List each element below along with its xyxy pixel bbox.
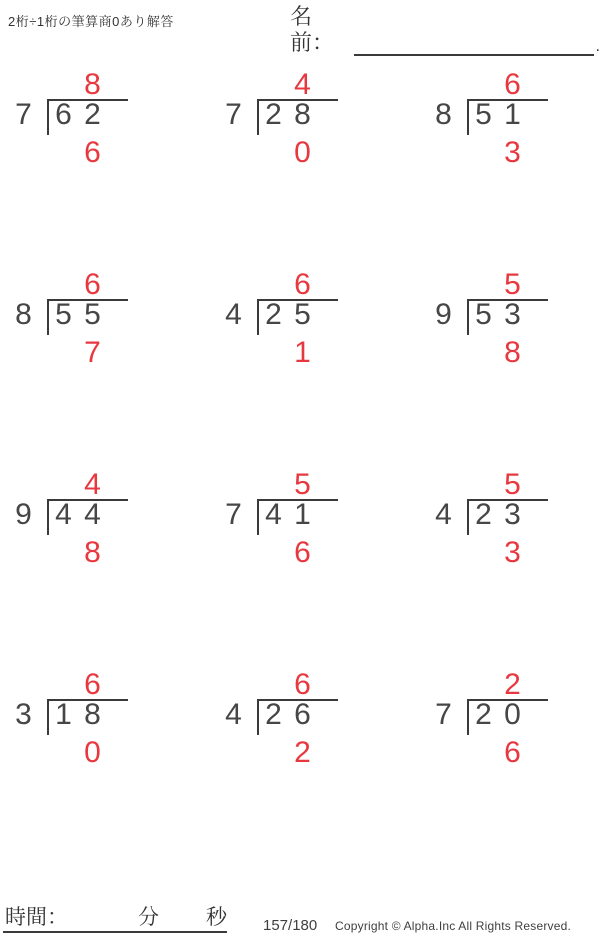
division-problem xyxy=(430,470,600,567)
problems-grid xyxy=(10,70,600,767)
dividend-tens-digit: 5 xyxy=(475,98,492,131)
division-bracket xyxy=(47,499,128,535)
division-problem xyxy=(10,470,200,567)
dividend-ones-digit: 1 xyxy=(504,98,521,131)
name-blank-line xyxy=(354,30,594,56)
dividend-tens-digit: 2 xyxy=(475,498,492,531)
remainder-digit: 2 xyxy=(294,736,311,769)
division-bracket xyxy=(257,699,338,735)
quotient-digit: 6 xyxy=(504,68,521,101)
dividend-tens-digit: 2 xyxy=(265,298,282,331)
quotient-digit: 8 xyxy=(84,68,101,101)
remainder-digit: 6 xyxy=(84,136,101,169)
division-bracket xyxy=(467,699,548,735)
remainder-digit: 3 xyxy=(504,536,521,569)
divisor-digit: 8 xyxy=(435,98,452,131)
division-problem xyxy=(220,670,410,767)
divisor-digit: 9 xyxy=(15,498,32,531)
seconds-label: 秒 xyxy=(206,906,227,929)
time-label: 時間： xyxy=(5,906,68,929)
division-problem xyxy=(220,470,410,567)
quotient-digit: 6 xyxy=(294,668,311,701)
remainder-digit: 7 xyxy=(84,336,101,369)
dividend-ones-digit: 5 xyxy=(294,298,311,331)
dividend-ones-digit: 3 xyxy=(504,298,521,331)
name-row xyxy=(290,4,600,56)
dividend-ones-digit: 5 xyxy=(84,298,101,331)
dividend-ones-digit: 8 xyxy=(84,698,101,731)
divisor-digit: 7 xyxy=(435,698,452,731)
division-problem xyxy=(10,70,200,167)
divisor-digit: 9 xyxy=(435,298,452,331)
dividend-ones-digit: 2 xyxy=(84,98,101,131)
division-bracket xyxy=(257,499,338,535)
quotient-digit: 6 xyxy=(294,268,311,301)
quotient-digit: 2 xyxy=(504,668,521,701)
division-bracket xyxy=(467,499,548,535)
division-problem xyxy=(220,70,410,167)
dividend-tens-digit: 5 xyxy=(55,298,72,331)
division-bracket xyxy=(467,299,548,335)
remainder-digit: 8 xyxy=(504,336,521,369)
dividend-tens-digit: 6 xyxy=(55,98,72,131)
dividend-ones-digit: 3 xyxy=(504,498,521,531)
division-problem xyxy=(430,270,600,367)
division-bracket xyxy=(257,99,338,135)
divisor-digit: 7 xyxy=(15,98,32,131)
division-bracket xyxy=(257,299,338,335)
dividend-tens-digit: 2 xyxy=(475,698,492,731)
name-label: 名前： xyxy=(290,4,335,55)
quotient-digit: 5 xyxy=(504,268,521,301)
dividend-tens-digit: 1 xyxy=(55,698,72,731)
division-bracket xyxy=(47,299,128,335)
dividend-ones-digit: 4 xyxy=(84,498,101,531)
time-row xyxy=(3,905,227,933)
division-bracket xyxy=(47,699,128,735)
division-problem xyxy=(10,270,200,367)
divisor-digit: 4 xyxy=(225,298,242,331)
quotient-digit: 6 xyxy=(84,668,101,701)
divisor-digit: 8 xyxy=(15,298,32,331)
remainder-digit: 3 xyxy=(504,136,521,169)
divisor-digit: 7 xyxy=(225,98,242,131)
dividend-ones-digit: 6 xyxy=(294,698,311,731)
dividend-tens-digit: 5 xyxy=(475,298,492,331)
remainder-digit: 1 xyxy=(294,336,311,369)
divisor-digit: 3 xyxy=(15,698,32,731)
divisor-digit: 4 xyxy=(225,698,242,731)
dividend-tens-digit: 4 xyxy=(265,498,282,531)
quotient-digit: 4 xyxy=(84,468,101,501)
copyright-text: Copyright © Alpha.Inc All Rights Reserved. xyxy=(335,919,572,933)
dividend-tens-digit: 2 xyxy=(265,98,282,131)
page-indicator: 157/180 xyxy=(263,917,318,934)
division-problem xyxy=(430,70,600,167)
worksheet-title: 2桁÷1桁の筆算商0あり解答 xyxy=(8,14,174,29)
divisor-digit: 4 xyxy=(435,498,452,531)
division-bracket xyxy=(467,99,548,135)
remainder-digit: 6 xyxy=(504,736,521,769)
remainder-digit: 0 xyxy=(294,136,311,169)
quotient-digit: 4 xyxy=(294,68,311,101)
division-problem xyxy=(220,270,410,367)
remainder-digit: 0 xyxy=(84,736,101,769)
remainder-digit: 6 xyxy=(294,536,311,569)
quotient-digit: 6 xyxy=(84,268,101,301)
dividend-tens-digit: 4 xyxy=(55,498,72,531)
quotient-digit: 5 xyxy=(504,468,521,501)
quotient-digit: 5 xyxy=(294,468,311,501)
name-line-period: . xyxy=(595,38,600,55)
dividend-ones-digit: 1 xyxy=(294,498,311,531)
division-problem xyxy=(430,670,600,767)
dividend-ones-digit: 8 xyxy=(294,98,311,131)
divisor-digit: 7 xyxy=(225,498,242,531)
minutes-label: 分 xyxy=(138,906,159,929)
dividend-tens-digit: 2 xyxy=(265,698,282,731)
remainder-digit: 8 xyxy=(84,536,101,569)
division-problem xyxy=(10,670,200,767)
dividend-ones-digit: 0 xyxy=(504,698,521,731)
division-bracket xyxy=(47,99,128,135)
